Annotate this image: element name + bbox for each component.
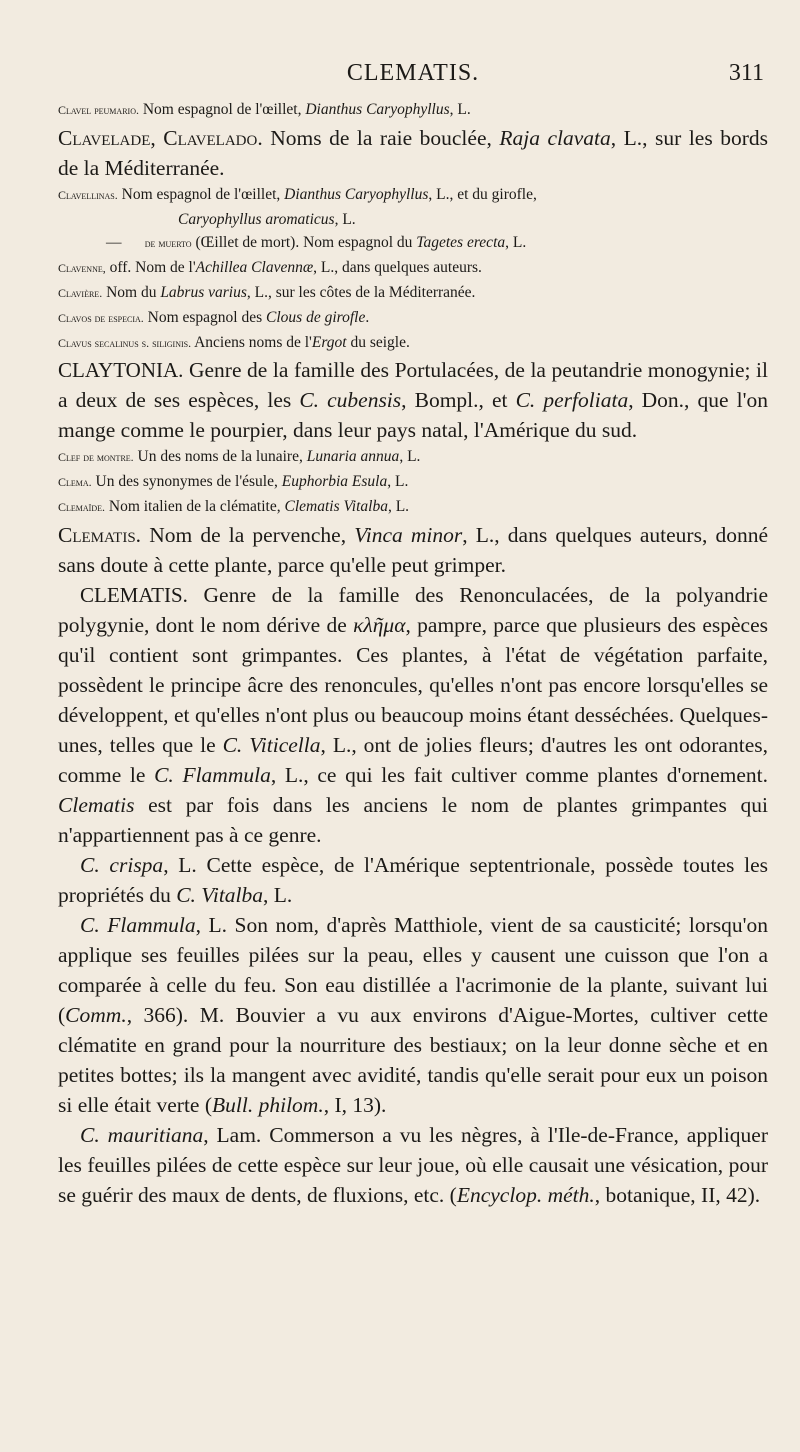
entry-clematis-genus: CLEMATIS. Genre de la famille des Renonculacées, de la polyandrie polygynie, dont le nom dérive de κλῆμα, pampre, parce que plusieurs des espèces qu'il contient sont grimpantes. Ces plantes, à l'état de végétation parfaite, possèdent le principe âcre des renoncules, qu'elles n'ont pas encore lorsqu'elles se développent, et qu'elles n'ont plus ou beaucoup moins étant desséchées. Quelques-unes, telles que le C. Viticella, L., ont de jolies fleurs; d'autres les ont odorantes, comme le C. Flammula, L., ce qui les fait cultiver comme plantes d'ornement. Clematis est par fois dans les anciens le nom de plantes grimpantes qui n'appartiennent pas à ce genre. [58,582,768,847]
entry-clavellinas: Clavellinas. Nom espagnol de l'œillet, Dianthus Caryophyllus, L., et du girofle, Caryophyllus aromaticus, L. [58,185,537,228]
page-header [62,60,764,94]
entry-clemaide: Clemaïde. Nom italien de la clématite, Clematis Vitalba, L. [58,497,410,515]
entry-claytonia: CLAYTONIA. Genre de la famille des Portulacées, de la peutandrie monogynie; il a deux de ses espèces, les C. cubensis, Bompl., et C. perfoliata, Don., que l'on mange comme le pourpier, dans leur pays natal, l'Amérique du sud. [58,358,768,443]
entry-clavenne: Clavenne, off. Nom de l'Achillea Clavennæ, L., dans quelques auteurs. [58,259,482,277]
running-title: CLEMATIS. [346,60,480,86]
entry-clavellinas-de-muerto: — de muerto (Œillet de mort). Nom espagnol du Tagetes erecta, L. [106,234,527,252]
entry-c-crispa: C. crispa, L. Cette espèce, de l'Amérique septentrionale, possède toutes les propriétés du C. Vitalba, L. [58,852,768,907]
entry-clavos-de-especia: Clavos de especia. Nom espagnol des Clous de girofle. [58,308,370,326]
page-number: 311 [728,60,764,86]
entry-clavel-peumario: Clavel peumario. Nom espagnol de l'œillet, Dianthus Caryophyllus, L. [58,101,471,118]
entry-clef-de-montre: Clef de montre. Un des noms de la lunaire, Lunaria annua, L. [58,448,421,466]
entry-clavelade: Clavelade, Clavelado. Noms de la raie bouclée, Raja clavata, L., sur les bords de la Méditerranée. [58,125,769,180]
entry-c-flammula: C. Flammula, L. Son nom, d'après Matthiole, vient de sa causticité; lorsqu'on applique ses feuilles pilées sur la peau, elles y causent une cuisson que l'on a comparée à celle du feu. Son eau distillée a l'acrimonie de la plante, suivant lui (Comm., 366). M. Bouvier a vu aux environs d'Aigue-Mortes, cultiver cette clématite en grand pour la nourriture des bestiaux; on la leur donne sèche et en petites bottes; ils la mangent avec avidité, tandis qu'elle serait pour eux un poison si elle était verte (Bull. philom., I, 13). [58,912,768,1117]
entry-clema: Clema. Un des synonymes de l'ésule, Euphorbia Esula, L. [58,473,409,491]
entry-clavus-secalinus: Clavus secalinus s. siliginis. Anciens noms de l'Ergot du seigle. [58,333,410,351]
page-body [58,98,768,1210]
entry-c-mauritiana: C. mauritiana, Lam. Commerson a vu les nègres, à l'Ile-de-France, appliquer les feuilles pilées de cette espèce sur leur joue, où elle causait une vésication, pour se guérir des maux de dents, de fluxions, etc. (Encyclop. méth., botanique, II, 42). [58,1122,768,1207]
entry-claviere: Clavière. Nom du Labrus varius, L., sur les côtes de la Méditerranée. [58,283,476,301]
entry-clematis-vinca: Clematis. Nom de la pervenche, Vinca minor, L., dans quelques auteurs, donné sans doute à cette plante, parce qu'elle peut grimper. [58,522,768,577]
